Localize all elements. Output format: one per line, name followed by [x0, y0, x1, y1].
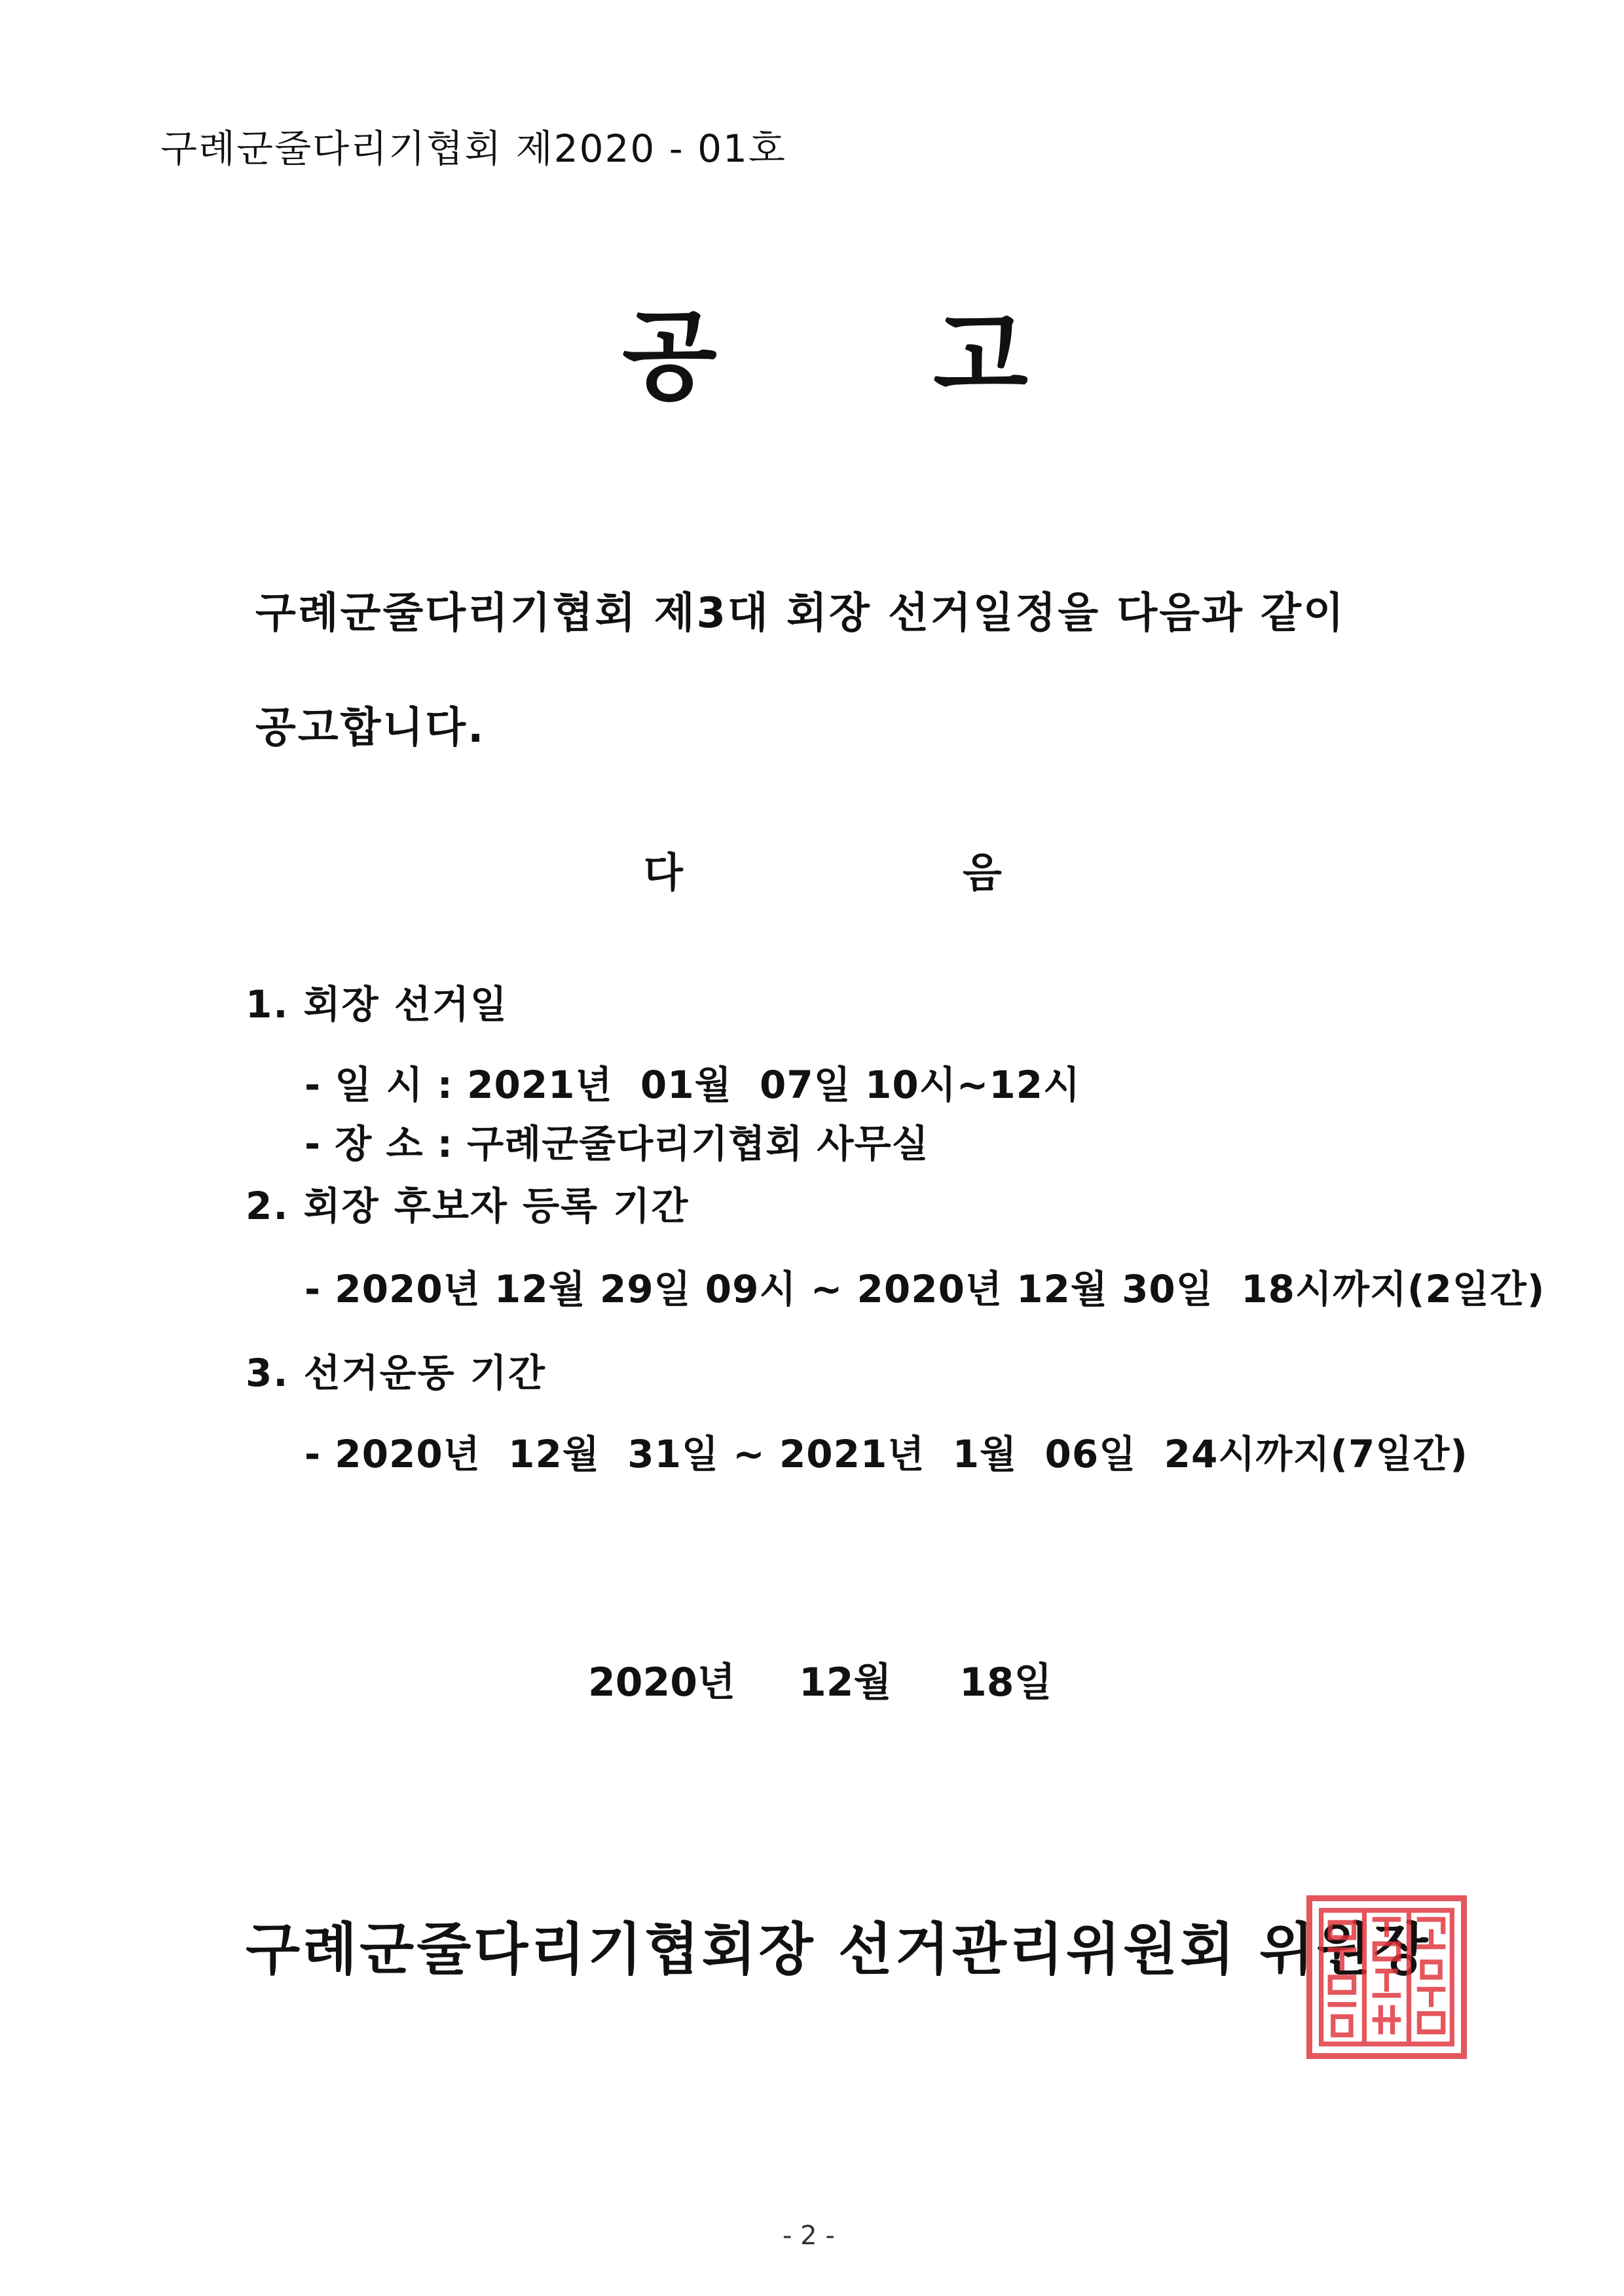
notice-title-part1: 공	[622, 300, 717, 414]
section-2-item-period: - 2020년 12월 29일 09시 ~ 2020년 12월 30일 18시까지(2일간)	[304, 1267, 1545, 1311]
official-seal-icon	[1306, 1895, 1467, 2059]
notice-heading-part1: 다	[644, 848, 683, 896]
date-month: 12월	[799, 1660, 892, 1705]
date-day: 18일	[959, 1660, 1052, 1705]
document-number: 구례군줄다리기협회 제2020 - 01호	[160, 126, 786, 171]
page-number: - 2 -	[783, 2221, 835, 2251]
intro-line-2: 공고합니다.	[255, 704, 486, 752]
section-1-item-datetime: - 일 시 : 2021년 01월 07일 10시~12시	[304, 1063, 1081, 1107]
section-1-heading: 1. 회장 선거일	[246, 982, 508, 1027]
intro-line-1: 구례군줄다리기협회 제3대 회장 선거일정을 다음과 같이	[255, 589, 1346, 638]
section-3-item-period: - 2020년 12월 31일 ~ 2021년 1월 06일 24시까지(7일간)	[304, 1432, 1468, 1476]
section-1-item-place: - 장 소 : 구례군줄다리기협회 사무실	[304, 1121, 929, 1166]
notice-title-part2: 고	[933, 300, 1028, 414]
notice-heading-part2: 음	[963, 848, 1002, 896]
section-2-heading: 2. 회장 후보자 등록 기간	[246, 1184, 690, 1228]
date-year: 2020년	[588, 1660, 735, 1705]
signature-line: 구례군줄다리기협회장 선거관리위원회 위원장	[246, 1917, 1431, 1982]
section-3-heading: 3. 선거운동 기간	[246, 1351, 546, 1395]
